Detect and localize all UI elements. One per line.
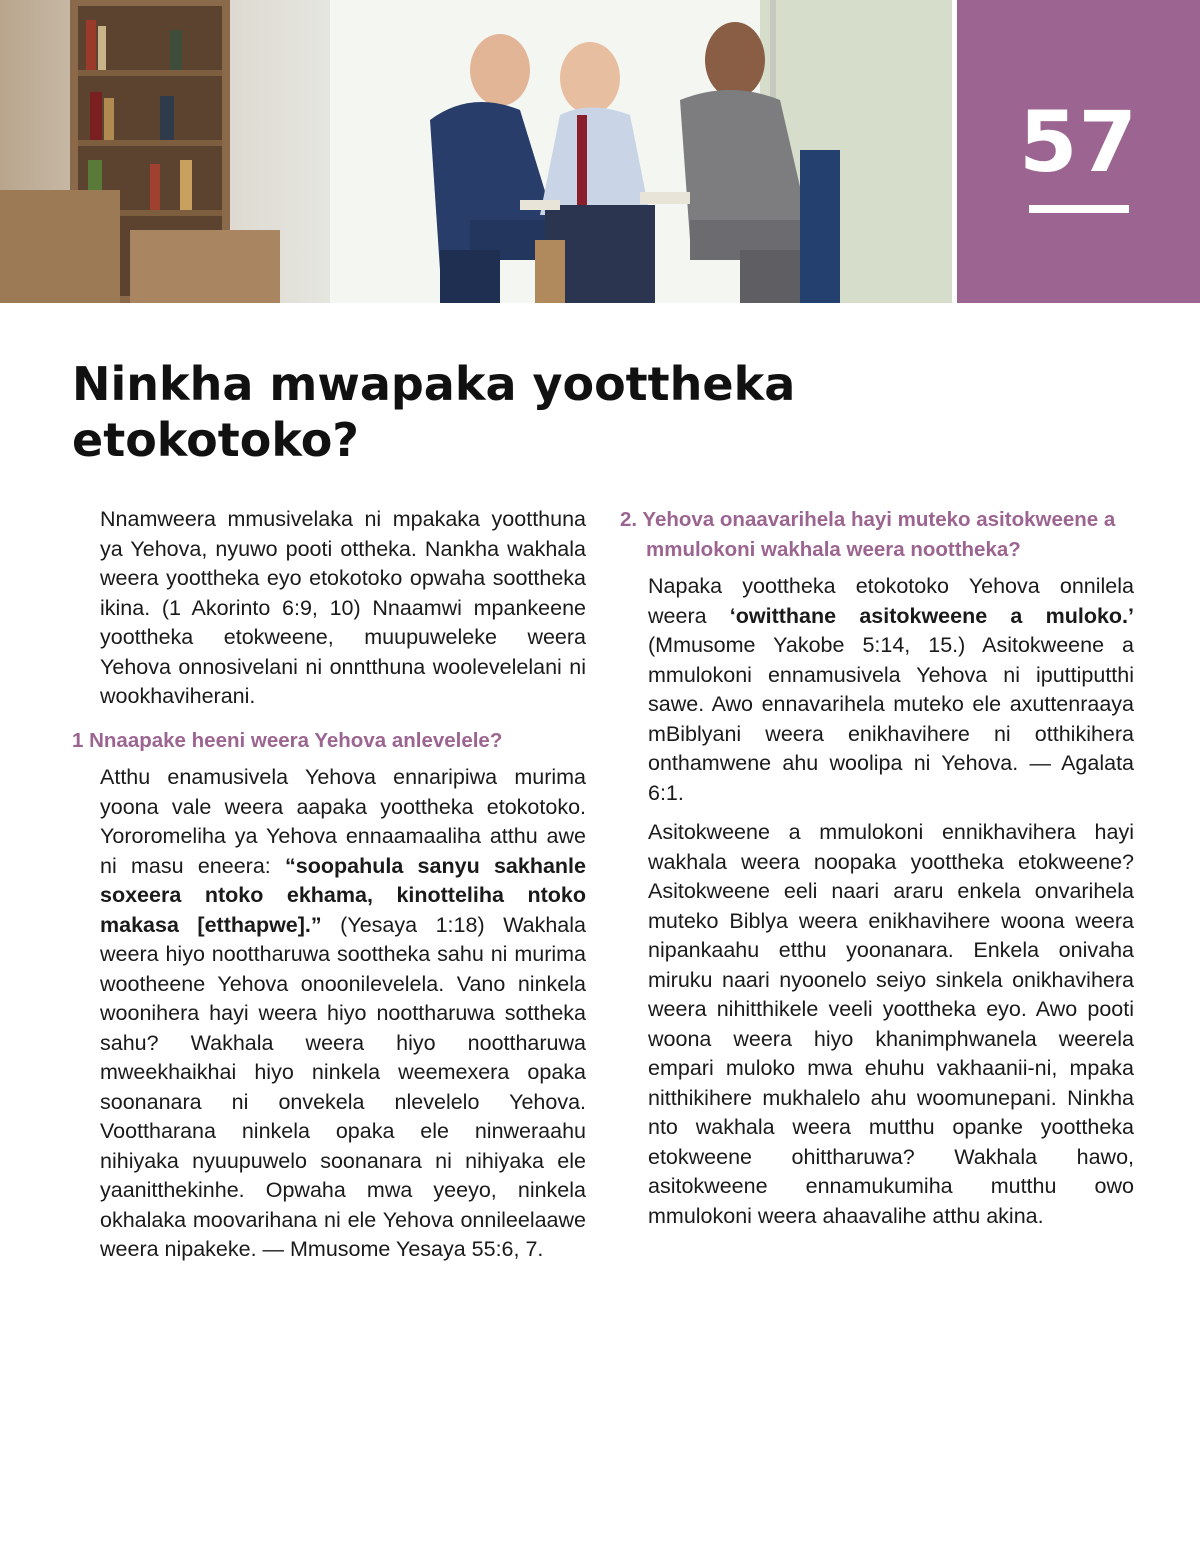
section1-paragraph: Atthu enamusivela Yehova ennaripiwa murima yoona vale weera aapaka yoottheka etokotoko. Yororomeliha ya Yehova ennaamaaliha atthu awe ni masu eneera: “soopahula sanyu sakhanle soxeera ntoko ekhama, kinotteliha ntoko makasa [etthapwe].” (Yesaya 1:18) Wakhala weera hiyo noottharuwa soottheka sahu ni murima wootheene Yehova onoonilevelela. Vano ninkela woonihera hayi weera hiyo noottharuwa sottheka sahu? Wakhala weera hiyo noottharuwa mweekhaikhai hiyo ninkela weemexera opaka soonanara ni onvekela nlevelelo Yehova. Voottharana ninkela opaka ele ninweraahu nihiyaka nyuupuwelo soonanara ni nihiyaka ele yaanitthekinhe. Opwaha mwa yeeyo, ninkela okhalaka moovarihana ni ele Yehova onnileelaawe weera nipakeke. — Mmusome Yesaya 55:6, 7. (100, 765, 586, 1261)
lesson-number: 57 (1019, 93, 1138, 191)
question-1: 1 Nnaapake heeni weera Yehova anlevelele? (72, 728, 503, 752)
page-title: Ninkha mwapaka yoottheka etokotoko? (72, 357, 796, 467)
photo-three-men-reading-bible (0, 0, 952, 303)
left-column (72, 505, 586, 1275)
intro-paragraph: Nnamweera mmusivelaka ni mpakaka yootthuna ya Yehova, nyuwo pooti ottheka. Nankha wakhala weera yoottheka eyo etokotoko opwaha soottheka ikina. (1 Akorinto 6:9, 10) Nnaamwi mpankeene yoottheka etokweene, muupuweleke weera Yehova onnosivelani ni onntthuna woolevelelani ni wookhaviherani. (100, 507, 586, 708)
header-photo (0, 0, 952, 303)
right-column (620, 505, 1134, 1241)
bold-quote: ‘owitthane asitokweene a muloko.’ (729, 603, 1134, 628)
question-2: 2. Yehova onaavarihela hayi muteko asitokweene a mmulokoni wakhala weera noottheka? (620, 508, 1116, 561)
section2-paragraph-1: Napaka yoottheka etokotoko Yehova onnilela weera ‘owitthane asitokweene a muloko.’ (Mmusome Yakobe 5:14, 15.) Asitokweene a mmulokoni ennamusivela Yehova ni iputtiputthi sawe. Awo ennavarihela muteko ele axuttenraaya mBiblyani weera enikhavihere ni otthikihera onthamwene ahu woolipa ni Yehova. — Agalata 6:1. (648, 574, 1134, 805)
section2-paragraph-2: Asitokweene a mmulokoni ennikhavihera hayi wakhala weera noopaka yoottheka etokweene? Asitokweene eeli naari araru enkela onvarihela muteko Biblya weera enikhavihere woona weera nipankaahu etthu yoonanara. Enkela onivaha miruku naari nyoonelo seiyo sinkela onikhavihera weera nihitthikele veeli yoottheka eyo. Awo pooti woona weera hiyo khanimphwanela weerela empari muloko mwa ehuhu vakhaanii-ni, mpaka nitthikihere mukhalelo ahu woomunepani. Ninkha nto wakhala weera mutthu opanke yoottheka etokweene ohittharuwa? Wakhala hawo, asitokweene ennamukumiha mutthu owo mmulokoni weera ahaavalihe atthu akina. (648, 820, 1134, 1228)
lesson-underline (1029, 205, 1129, 213)
bold-quote: “soopahula sanyu sakhanle soxeera ntoko ekhama, kinotteliha ntoko makasa [etthapwe].” (100, 853, 586, 937)
lesson-number-box (957, 0, 1200, 303)
